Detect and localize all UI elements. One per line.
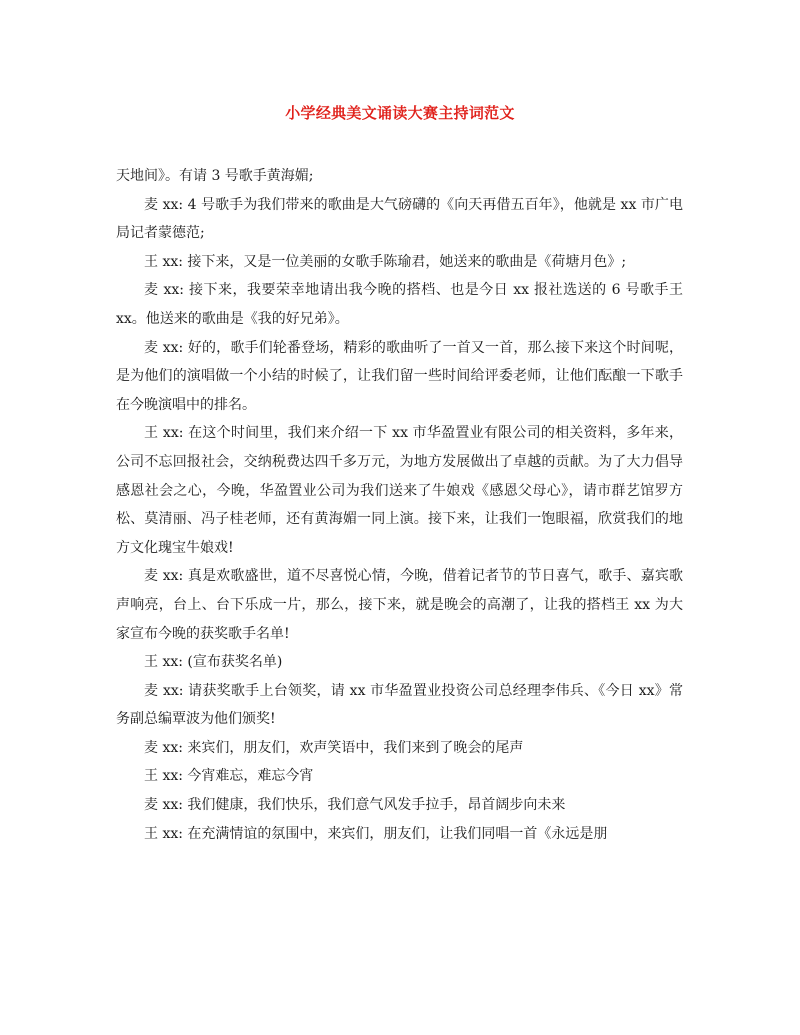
page-title: 小学经典美文诵读大赛主持词范文 [285,104,515,122]
paragraph: 麦 xx: 好的，歌手们轮番登场，精彩的歌曲听了一首又一首，那么接下来这个时间呢，是为他们的演唱做一个小结的时候了，让我们留一些时间给评委老师，让他们酝酿一下歌手在今晚演唱中的排名。 [116,339,683,413]
paragraph: 麦 xx: 我们健康，我们快乐，我们意气风发手拉手，昂首阔步向未来 [144,797,566,814]
paragraph: 麦 xx: 请获奖歌手上台领奖，请 xx 市华盈置业投资公司总经理李伟兵、《今日 xx》常务副总编覃波为他们颁奖! [116,682,683,728]
paragraph: 王 xx: 接下来，又是一位美丽的女歌手陈瑜君，她送来的歌曲是《荷塘月色》; [144,253,627,270]
paragraph-continuation: 天地间》。有请 3 号歌手黄海媚; [116,168,314,184]
paragraph: 王 xx: 在充满情谊的氛围中，来宾们，朋友们，让我们同唱一首《永远是朋 [144,825,608,842]
paragraph: 王 xx: (宣布获奖名单) [144,654,283,671]
document-body [116,162,683,848]
paragraph: 麦 xx: 来宾们，朋友们，欢声笑语中，我们来到了晚会的尾声 [144,739,524,756]
paragraph: 王 xx: 今宵难忘，难忘今宵 [144,768,314,785]
paragraph: 王 xx: 在这个时间里，我们来介绍一下 xx 市华盈置业有限公司的相关资料，多年来，公司不忘回报社会，交纳税费达四千多万元，为地方发展做出了卓越的贡献。为了大力倡导感恩社会之心，今晚，华盈置业公司为我们送来了牛娘戏《感恩父母心》，请市群艺馆罗方松、莫清丽、冯子桂老师，还有黄海媚一同上演。接下来，让我们一饱眼福，欣赏我们的地方文化瑰宝牛娘戏! [116,425,683,556]
paragraph: 麦 xx: 真是欢歌盛世，道不尽喜悦心情，今晚，借着记者节的节日喜气，歌手、嘉宾歌声响亮，台上、台下乐成一片，那么，接下来，就是晚会的高潮了，让我的搭档王 xx 为大家宣布今晚的获奖歌手名单! [116,568,683,642]
paragraph: 麦 xx: 接下来，我要荣幸地请出我今晚的搭档、也是今日 xx 报社选送的 6 号歌手王 xx。他送来的歌曲是《我的好兄弟》。 [116,282,683,327]
paragraph: 麦 xx: 4 号歌手为我们带来的歌曲是大气磅礴的《向天再借五百年》，他就是 xx 市广电局记者蒙德范; [116,196,683,242]
